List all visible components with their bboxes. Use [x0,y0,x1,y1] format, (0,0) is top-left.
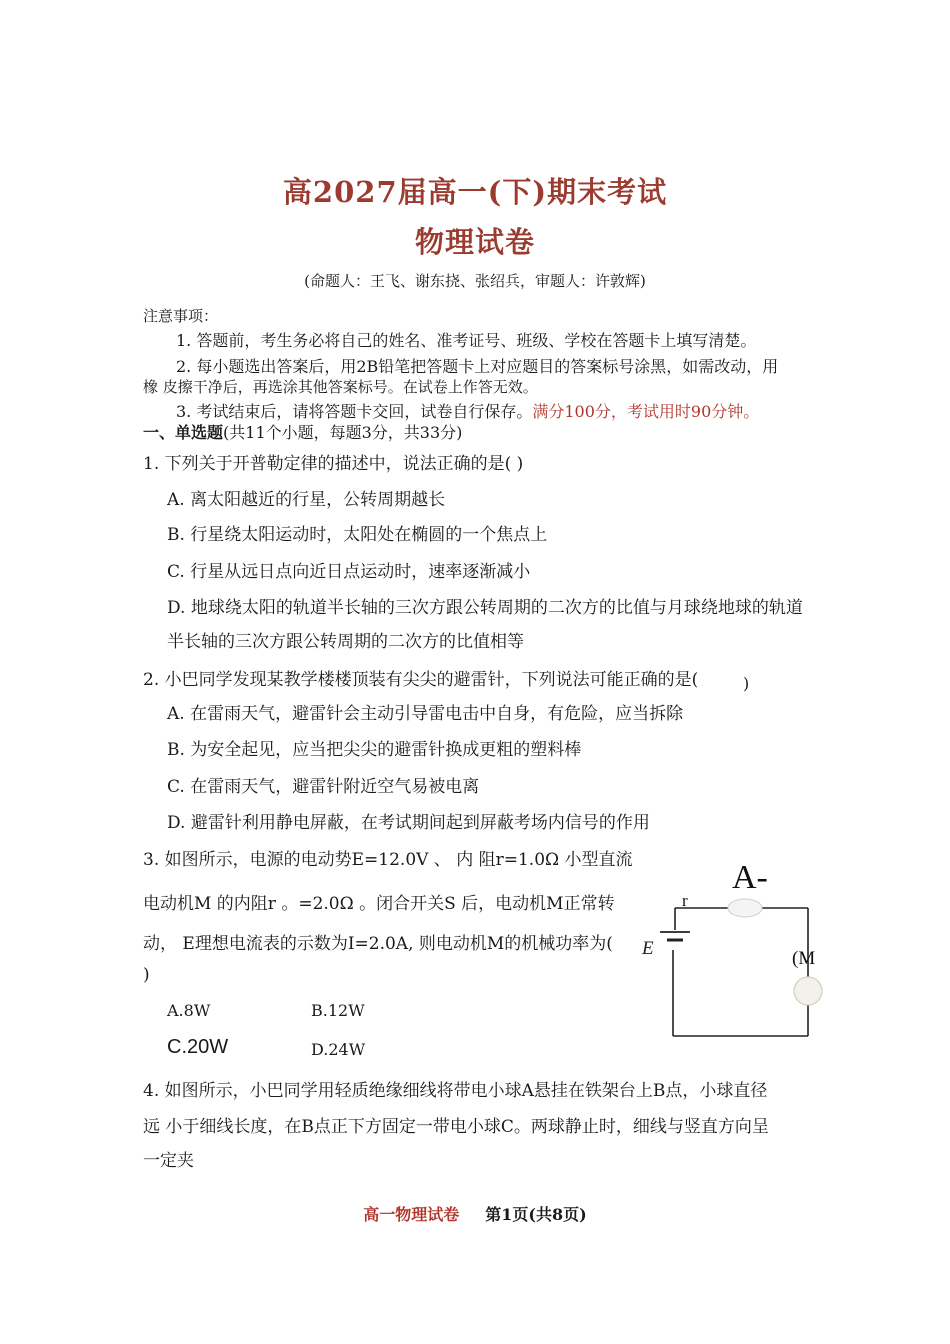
q4-line-1: 4. 如图所示，小巴同学用轻质绝缘细线将带电小球A悬挂在铁架台上B点，小球直径 [143,1081,768,1101]
q1-option-a: A. 离太阳越近的行星，公转周期越长 [167,490,446,510]
q4-line-3: 一定夹 [143,1151,194,1171]
q1-option-d-line-1: D. 地球绕太阳的轨道半长轴的三次方跟公转周期的二次方的比值与月球绕地球的轨道 [167,598,803,618]
q3-line-1: 3. 如图所示，电源的电动势E=12.0V 、 内 阻r=1.0Ω 小型直流 [143,850,633,870]
notice-heading: 注意事项： [143,307,219,325]
q3-option-c: C.20W [167,1036,229,1058]
motor-icon [794,977,822,1005]
q3-line-2: 电动机M 的内阻r 。=2.0Ω 。闭合开关S 后，电动机M正常转 [143,894,615,914]
q1-stem: 1. 下列关于开普勒定律的描述中，说法正确的是( ) [143,454,524,474]
q2-option-b: B. 为安全起见，应当把尖尖的避雷针换成更粗的塑料棒 [167,740,582,760]
authors-line: (命题人：王飞、谢东挠、张绍兵，审题人：许敦辉) [304,272,646,290]
circuit-diagram [640,858,840,1048]
q4-line-2: 远 小于细线长度，在B点正下方固定一带电小球C。两球静止时，细线与竖直方向呈 [143,1117,769,1137]
q3-option-d: D.24W [311,1040,366,1059]
q3-option-a: A.8W [167,1001,211,1020]
label-r: r [682,891,688,910]
label-motor: (M [792,948,816,969]
notice-item-3-text: 3. 考试结束后，请将答题卡交回，试卷自行保存。 [176,402,533,421]
section-detail: (共11个小题，每题3分，共33分) [223,423,463,442]
exam-title: 高2027届高一(下)期末考试 [282,175,668,209]
q1-option-d-line-2: 半长轴的三次方跟公转周期的二次方的比值相等 [167,632,524,652]
footer-paper-name: 高一物理试卷 [363,1205,460,1224]
notice-item-3-score: 满分100分，考试用时90分钟。 [532,402,760,421]
label-e: E [642,938,654,959]
notice-item-2-line-2: 橡 皮擦干净后，再选涂其他答案标号。在试卷上作答无效。 [143,378,538,396]
ammeter-icon [728,899,762,917]
q3-line-4: ) [143,965,150,985]
notice-item-1: 1. 答题前，考生务必将自己的姓名、准考证号、班级、学校在答题卡上填写清楚。 [176,331,757,350]
notice-item-2-line-1: 2. 每小题选出答案后，用2B铅笔把答题卡上对应题目的答案标号涂黑，如需改动，用 [176,357,779,376]
label-ammeter: A- [732,859,768,896]
q2-option-c: C. 在雷雨天气，避雷针附近空气易被电离 [167,777,480,797]
page-footer [0,1202,950,1225]
section-title: 一、单选题 [143,423,224,442]
q3-option-b: B.12W [311,1001,365,1020]
q2-stem-close: ) [743,674,750,693]
footer-page-number: 第1页(共8页) [485,1205,587,1224]
q2-option-a: A. 在雷雨天气，避雷针会主动引导雷电击中自身，有危险，应当拆除 [167,704,684,724]
q2-option-d: D. 避雷针利用静电屏蔽，在考试期间起到屏蔽考场内信号的作用 [167,813,650,833]
notice-item-3 [176,399,759,422]
q2-stem: 2. 小巴同学发现某教学楼楼顶装有尖尖的避雷针，下列说法可能正确的是( [143,670,699,690]
q1-option-c: C. 行星从远日点向近日点运动时，速率逐渐减小 [167,562,531,582]
paper-subtitle: 物理试卷 [414,225,535,259]
q1-option-b: B. 行星绕太阳运动时，太阳处在椭圆的一个焦点上 [167,525,548,545]
q3-line-3: 动， E理想电流表的示数为I=2.0A, 则电动机M的机械功率为( [143,934,613,954]
section-heading [143,420,462,443]
